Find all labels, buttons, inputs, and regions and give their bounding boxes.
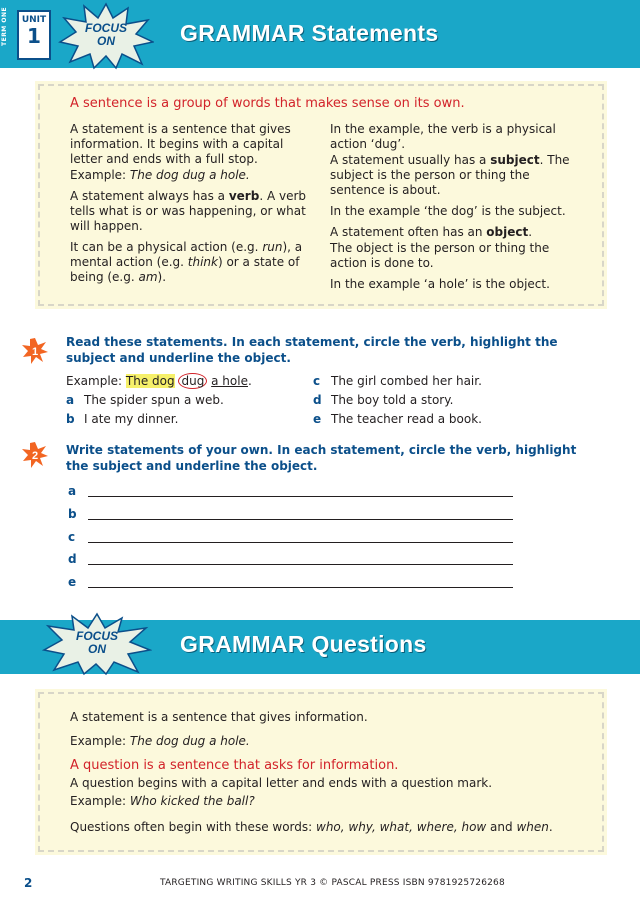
- answer-line-e[interactable]: e: [68, 575, 88, 591]
- box1-right-p4-cont: The object is the person or thing the action is done to.: [330, 241, 550, 270]
- term-label: TERM ONE: [1, 6, 8, 46]
- answer-line-c[interactable]: c: [68, 530, 88, 546]
- box2-p2: Example: The dog dug a hole.: [70, 734, 250, 748]
- answer-line-b[interactable]: b: [68, 507, 88, 523]
- footer-credit: TARGETING WRITING SKILLS YR 3 © PASCAL PRESS ISBN 9781925726268: [160, 878, 505, 888]
- example-verb: dug: [178, 373, 207, 389]
- activity-1-number: 1: [31, 346, 39, 358]
- page-number: 2: [24, 876, 33, 890]
- box1-right-p4: A statement often has an object.: [330, 225, 533, 239]
- activity-1-item-c: c The girl combed her hair.: [313, 374, 482, 388]
- unit-number: 1: [27, 24, 41, 48]
- box1-right-p3: In the example ‘the dog’ is the subject.: [330, 204, 566, 218]
- box1-right-p1: In the example, the verb is a physical action ‘dug’.: [330, 122, 556, 151]
- unit-label: UNIT: [21, 15, 47, 25]
- box1-left-column: [70, 122, 310, 291]
- answer-line-d[interactable]: d: [68, 552, 88, 568]
- focus-on-burst: [58, 2, 154, 70]
- activity-2-burst-icon: [22, 442, 48, 468]
- box1-heading: A sentence is a group of words that makes sense on its own.: [70, 96, 465, 111]
- box2-p5: Questions often begin with these words: who, why, what, where, how and when.: [70, 820, 553, 834]
- box2-p4: Example: Who kicked the ball?: [70, 794, 255, 808]
- activity-1-instruction: Read these statements. In each statement, circle the verb, highlight the subject and underline the object.: [66, 335, 558, 365]
- focus-word: FOCUS: [85, 21, 127, 35]
- example-object: a hole: [211, 374, 248, 388]
- box2-heading: A question is a sentence that asks for information.: [70, 758, 399, 773]
- box2-p1: A statement is a sentence that gives information.: [70, 710, 368, 724]
- unit-badge: [17, 10, 51, 60]
- on-word-2: ON: [88, 642, 106, 656]
- box1-right-p2: A statement usually has a subject. The subject is the person or thing the sentence is about.: [330, 153, 570, 197]
- on-word: ON: [97, 34, 115, 48]
- activity-1-item-a: a The spider spun a web.: [66, 393, 224, 407]
- activity-1-burst-icon: [22, 338, 48, 364]
- activity-2-number: 2: [31, 450, 39, 462]
- section-title: GRAMMAR Questions: [180, 631, 427, 657]
- box1-right-p5: In the example ‘a hole’ is the object.: [330, 277, 550, 291]
- activity-1-item-e: e The teacher read a book.: [313, 412, 482, 426]
- answer-line-a[interactable]: a: [68, 484, 88, 500]
- activity-2-instruction: Write statements of your own. In each statement, circle the verb, highlight the subject and underline the object.: [66, 443, 577, 473]
- term-side-tab: [0, 0, 12, 68]
- box1-left-p2: A statement always has a verb. A verb tells what is or was happening, or what will happen.: [70, 189, 306, 233]
- page-title: GRAMMAR Statements: [180, 20, 439, 46]
- example-subject: The dog: [125, 374, 175, 388]
- box2-p3: A question begins with a capital letter and ends with a question mark.: [70, 776, 493, 790]
- box1-left-p3: It can be a physical action (e.g. run), a mental action (e.g. think) or a state of being (e.g. am).: [70, 240, 303, 284]
- focus-on-burst-2: [42, 612, 152, 676]
- info-box-statements: [38, 84, 604, 306]
- box1-right-column: [330, 122, 570, 298]
- activity-1-item-d: d The boy told a story.: [313, 393, 454, 407]
- box1-left-example: Example: The dog dug a hole.: [70, 168, 250, 182]
- box1-left-p1: A statement is a sentence that gives information. It begins with a capital letter and ends with a full stop.: [70, 122, 291, 166]
- activity-1-item-b: b I ate my dinner.: [66, 412, 179, 426]
- activity-1-example: Example: The dog dug a hole.: [66, 374, 252, 388]
- focus-word-2: FOCUS: [76, 629, 118, 643]
